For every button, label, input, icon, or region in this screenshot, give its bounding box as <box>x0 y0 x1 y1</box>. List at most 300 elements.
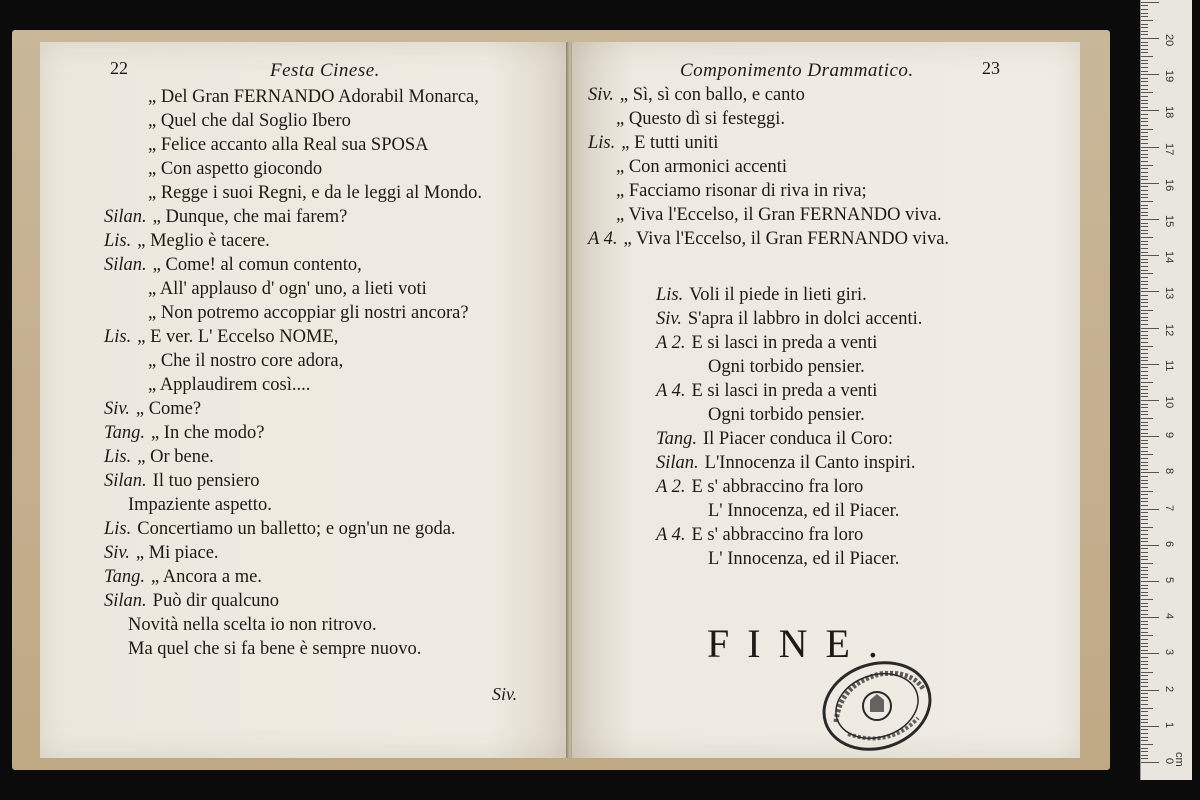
ruler-tick <box>1141 675 1148 676</box>
ruler-number: 4 <box>1163 613 1175 620</box>
ruler-tick <box>1141 693 1148 694</box>
ruler-tick <box>1141 291 1159 292</box>
line-text: „ All' applauso d' ogn' uno, a lieti voti <box>148 279 427 299</box>
line-text: Ogni torbido pensier. <box>708 357 865 377</box>
line-text: Ma quel che si fa bene è sempre nuovo. <box>128 639 422 659</box>
ruler-tick <box>1141 186 1148 187</box>
ruler-tick <box>1141 512 1148 513</box>
ruler-tick <box>1141 722 1148 723</box>
ruler-tick <box>1141 480 1148 481</box>
ruler-tick <box>1141 262 1148 263</box>
ruler-tick <box>1141 530 1148 531</box>
ruler-tick <box>1141 270 1148 271</box>
text-line <box>656 382 877 401</box>
ruler-tick <box>1141 183 1159 184</box>
line-text: L' Innocenza, ed il Piacer. <box>708 549 900 569</box>
ruler-tick <box>1141 451 1148 452</box>
line-text: „ In che modo? <box>150 423 265 443</box>
text-line <box>104 328 338 347</box>
ruler-tick <box>1141 462 1148 463</box>
text-line <box>588 230 949 249</box>
line-text: „ Ancora a me. <box>150 567 262 587</box>
line-text: „ Con armonici accenti <box>616 157 788 177</box>
speaker-label: Siv. <box>656 309 682 329</box>
ruler-tick <box>1141 281 1148 282</box>
ruler-tick <box>1141 266 1148 267</box>
speaker-label: Lis. <box>588 133 616 153</box>
ruler-number: 20 <box>1163 34 1175 47</box>
ruler-tick <box>1141 208 1148 209</box>
ruler-tick <box>1141 552 1148 553</box>
line-text: „ Come? <box>135 399 202 419</box>
text-line <box>616 110 785 129</box>
ruler-tick <box>1141 672 1153 673</box>
ruler-tick <box>1141 755 1148 756</box>
line-text: „ Facciamo risonar di riva in riva; <box>616 181 867 201</box>
ruler-tick <box>1141 346 1153 347</box>
ruler-tick <box>1141 465 1148 466</box>
ruler-tick <box>1141 367 1148 368</box>
ruler-number: 19 <box>1163 70 1175 83</box>
ruler-tick <box>1141 454 1153 455</box>
ruler-tick <box>1141 585 1148 586</box>
ruler-tick <box>1141 567 1148 568</box>
ruler-tick <box>1141 360 1148 361</box>
ruler-tick <box>1141 581 1159 582</box>
ruler-tick <box>1141 559 1148 560</box>
ruler-tick <box>1141 393 1148 394</box>
open-book <box>12 30 1110 770</box>
text-line <box>708 358 865 377</box>
line-text: „ Questo dì si festeggi. <box>616 109 786 129</box>
ruler-tick <box>1141 653 1159 654</box>
ruler-tick <box>1141 154 1148 155</box>
ruler-tick <box>1141 704 1148 705</box>
text-line <box>588 134 718 153</box>
ruler-tick <box>1141 103 1148 104</box>
ruler-tick <box>1141 574 1148 575</box>
fine-heading: FINE. <box>707 621 896 666</box>
text-line <box>656 310 922 329</box>
text-line <box>708 502 899 521</box>
line-text: Voli il piede in lieti giri. <box>689 285 867 305</box>
ruler-tick <box>1141 13 1148 14</box>
ruler-tick <box>1141 418 1153 419</box>
ruler-tick <box>1141 624 1148 625</box>
text-line <box>104 472 260 491</box>
ruler-tick <box>1141 96 1148 97</box>
ruler-tick <box>1141 737 1148 738</box>
ruler-tick <box>1141 715 1148 716</box>
speaker-label: Tang. <box>104 423 145 443</box>
ruler-tick <box>1141 748 1148 749</box>
ruler-tick <box>1141 436 1159 437</box>
ruler-tick <box>1141 118 1148 119</box>
ruler-tick <box>1141 523 1148 524</box>
page-number-right: 23 <box>982 58 1000 78</box>
ruler-tick <box>1141 690 1159 691</box>
ruler-tick <box>1141 646 1148 647</box>
text-line <box>104 232 270 251</box>
line-text: E si lasci in preda a venti <box>691 333 878 353</box>
ruler-tick <box>1141 132 1148 133</box>
ruler-number: 16 <box>1163 178 1175 192</box>
ruler-tick <box>1141 378 1148 379</box>
ruler-tick <box>1141 49 1148 50</box>
ruler-tick <box>1141 295 1148 296</box>
left-page <box>40 42 568 758</box>
line-text: „ Or bene. <box>137 447 214 467</box>
line-text: „ Felice accanto alla Real sua SPOSA <box>148 135 429 155</box>
speaker-label: A 4. <box>656 381 686 401</box>
library-stamp <box>820 660 934 752</box>
ruler-tick <box>1141 501 1148 502</box>
ruler-tick <box>1141 700 1148 701</box>
ruler-tick <box>1141 487 1148 488</box>
ruler-tick <box>1141 114 1148 115</box>
running-head-left: Festa Cinese. <box>270 60 380 81</box>
ruler-tick <box>1141 277 1148 278</box>
line-text: Il tuo pensiero <box>152 471 260 491</box>
text-line <box>148 304 469 323</box>
ruler-tick <box>1141 129 1153 130</box>
ruler-tick <box>1141 599 1153 600</box>
right-page <box>572 42 1080 758</box>
ruler-tick <box>1141 273 1153 274</box>
speaker-label: Siv. <box>104 543 130 563</box>
ruler-tick <box>1141 172 1148 173</box>
ruler-tick <box>1141 67 1148 68</box>
ruler-tick <box>1141 71 1148 72</box>
ruler-tick <box>1141 527 1153 528</box>
ruler-tick <box>1141 396 1148 397</box>
ruler-number: 12 <box>1163 323 1175 336</box>
ruler-tick <box>1141 150 1148 151</box>
ruler-number: 2 <box>1163 685 1175 692</box>
ruler-tick <box>1141 353 1148 354</box>
ruler-tick <box>1141 45 1148 46</box>
line-text: „ Che il nostro core adora, <box>148 351 344 371</box>
ruler-tick <box>1141 440 1148 441</box>
ruler-tick <box>1141 335 1148 336</box>
line-text: „ Sì, sì con ballo, e canto <box>619 85 805 105</box>
speaker-label: Lis. <box>104 327 132 347</box>
ruler-tick <box>1141 179 1148 180</box>
ruler-tick <box>1141 614 1148 615</box>
ruler-tick <box>1141 668 1148 669</box>
ruler-tick <box>1141 548 1148 549</box>
ruler-tick <box>1141 469 1148 470</box>
ruler-tick <box>1141 422 1148 423</box>
ruler-unit-label: cm <box>1173 752 1185 767</box>
ruler-tick <box>1141 686 1148 687</box>
speaker-label: Siv. <box>104 399 130 419</box>
text-line <box>656 478 863 497</box>
speaker-label: Lis. <box>656 285 684 305</box>
ruler-tick <box>1141 628 1148 629</box>
ruler-tick <box>1141 9 1148 10</box>
ruler-tick <box>1141 483 1148 484</box>
ruler-tick <box>1141 215 1148 216</box>
ruler-tick <box>1141 407 1148 408</box>
text-line <box>708 550 899 569</box>
catchword: Siv. <box>492 684 518 704</box>
ruler-tick <box>1141 306 1148 307</box>
ruler-tick <box>1141 726 1159 727</box>
ruler-tick <box>1141 679 1148 680</box>
ruler-tick <box>1141 744 1153 745</box>
text-line <box>104 448 214 467</box>
ruler-tick <box>1141 758 1148 759</box>
ruler-number: 6 <box>1163 540 1175 547</box>
ruler-tick <box>1141 425 1148 426</box>
ruler-tick <box>1141 386 1148 387</box>
ruler-tick <box>1141 190 1148 191</box>
ruler-number: 10 <box>1163 396 1175 409</box>
ruler-tick <box>1141 241 1148 242</box>
ruler-tick <box>1141 310 1153 311</box>
line-text: „ Del Gran FERNANDO Adorabil Monarca, <box>148 87 479 107</box>
text-line <box>616 206 942 225</box>
ruler-tick <box>1141 556 1148 557</box>
ruler-tick <box>1141 729 1148 730</box>
ruler-tick <box>1141 429 1148 430</box>
line-text: „ Con aspetto giocondo <box>148 159 323 179</box>
ruler-tick <box>1141 63 1148 64</box>
ruler-tick <box>1141 458 1148 459</box>
ruler-tick <box>1141 42 1148 43</box>
line-text: Può dir qualcuno <box>152 591 280 611</box>
speaker-label: Silan. <box>104 207 147 227</box>
ruler-tick <box>1141 31 1148 32</box>
speaker-label: Lis. <box>104 519 132 539</box>
text-line <box>148 376 310 395</box>
text-line <box>128 496 272 515</box>
ruler-tick <box>1141 447 1148 448</box>
ruler-tick <box>1141 165 1153 166</box>
ruler-tick <box>1141 248 1148 249</box>
line-text: „ E tutti uniti <box>621 133 719 153</box>
line-text: „ Dunque, che mai farem? <box>152 207 348 227</box>
ruler-tick <box>1141 320 1148 321</box>
ruler-tick <box>1141 27 1148 28</box>
ruler-tick <box>1141 639 1148 640</box>
line-text: „ Regge i suoi Regni, e da le leggi al Mondo. <box>148 183 482 203</box>
ruler-tick <box>1141 219 1159 220</box>
text-line <box>104 520 456 539</box>
ruler-tick <box>1141 509 1159 510</box>
ruler-tick <box>1141 595 1148 596</box>
ruler-tick <box>1141 643 1148 644</box>
ruler-tick <box>1141 751 1148 752</box>
ruler-tick <box>1141 606 1148 607</box>
ruler-tick <box>1141 313 1148 314</box>
ruler-tick <box>1141 364 1159 365</box>
ruler-tick <box>1141 632 1148 633</box>
line-text: „ Viva l'Eccelso, il Gran FERNANDO viva. <box>616 205 942 225</box>
speaker-label: Silan. <box>656 453 699 473</box>
speaker-label: Tang. <box>104 567 145 587</box>
ruler-number: 17 <box>1163 142 1175 155</box>
line-text: „ Come! al comun contento, <box>152 255 362 275</box>
ruler-tick <box>1141 317 1148 318</box>
page-number-left: 22 <box>110 58 128 78</box>
text-line <box>104 256 362 275</box>
line-text: Novità nella scelta io non ritrovo. <box>128 615 377 635</box>
ruler-tick <box>1141 139 1148 140</box>
ruler-tick <box>1141 538 1148 539</box>
ruler-tick <box>1141 125 1148 126</box>
text-line <box>148 184 482 203</box>
ruler-tick <box>1141 472 1159 473</box>
ruler-tick <box>1141 570 1148 571</box>
ruler-tick <box>1141 78 1148 79</box>
ruler-number: 8 <box>1163 468 1175 475</box>
ruler-tick <box>1141 733 1148 734</box>
line-text: E s' abbraccino fra loro <box>691 477 864 497</box>
text-line <box>148 112 351 131</box>
ruler-tick <box>1141 143 1148 144</box>
text-line <box>104 568 262 587</box>
ruler-tick <box>1141 121 1148 122</box>
ruler-tick <box>1141 24 1148 25</box>
text-line <box>104 424 265 443</box>
ruler-tick <box>1141 194 1148 195</box>
ruler-number: 9 <box>1163 432 1175 439</box>
ruler-tick <box>1141 38 1159 39</box>
speaker-label: Silan. <box>104 255 147 275</box>
ruler-tick <box>1141 299 1148 300</box>
ruler-tick <box>1141 324 1148 325</box>
ruler-tick <box>1141 81 1148 82</box>
ruler-tick <box>1141 657 1148 658</box>
ruler-tick <box>1141 476 1148 477</box>
ruler-tick <box>1141 682 1148 683</box>
line-text: E s' abbraccino fra loro <box>691 525 864 545</box>
ruler-tick <box>1141 661 1148 662</box>
ruler-tick <box>1141 52 1148 53</box>
line-text: L' Innocenza, ed il Piacer. <box>708 501 900 521</box>
ruler-tick <box>1141 708 1153 709</box>
line-text: S'apra il labbro in dolci accenti. <box>687 309 923 329</box>
speaker-label: Silan. <box>104 471 147 491</box>
text-line <box>104 592 279 611</box>
ruler-tick <box>1141 519 1148 520</box>
ruler-tick <box>1141 201 1153 202</box>
line-text: „ Applaudirem così.... <box>148 375 311 395</box>
ruler-tick <box>1141 577 1148 578</box>
speaker-label: Lis. <box>104 231 132 251</box>
line-text: Impaziente aspetto. <box>128 495 272 515</box>
ruler-tick <box>1141 342 1148 343</box>
ruler-tick <box>1141 443 1148 444</box>
ruler-tick <box>1141 205 1148 206</box>
ruler-tick <box>1141 563 1153 564</box>
ruler-number: 3 <box>1163 649 1175 656</box>
ruler-tick <box>1141 516 1148 517</box>
ruler-tick <box>1141 357 1148 358</box>
text-line <box>588 86 805 105</box>
text-line <box>104 544 219 563</box>
line-text: „ Non potremo accoppiar gli nostri ancora? <box>148 303 469 323</box>
ruler-number: 11 <box>1163 359 1175 372</box>
ruler-number: 14 <box>1163 251 1175 264</box>
text-line <box>656 454 916 473</box>
line-text: Concertiamo un balletto; e ogn'un ne goda. <box>137 519 456 539</box>
line-text: „ E ver. L' Eccelso NOME, <box>137 327 339 347</box>
ruler-tick <box>1141 349 1148 350</box>
ruler-tick <box>1141 635 1153 636</box>
text-line <box>148 88 479 107</box>
text-line <box>148 160 322 179</box>
ruler-tick <box>1141 603 1148 604</box>
speaker-label: Tang. <box>656 429 697 449</box>
ruler-tick <box>1141 588 1148 589</box>
ruler-tick <box>1141 302 1148 303</box>
speaker-label: Lis. <box>104 447 132 467</box>
ruler-tick <box>1141 610 1148 611</box>
text-line <box>656 334 877 353</box>
text-line <box>104 400 201 419</box>
text-line <box>104 208 347 227</box>
ruler-tick <box>1141 288 1148 289</box>
ruler-tick <box>1141 541 1148 542</box>
ruler-number: 15 <box>1163 215 1175 228</box>
ruler-tick <box>1141 252 1148 253</box>
ruler-tick <box>1141 338 1148 339</box>
ruler-tick <box>1141 161 1148 162</box>
speaker-label: A 2. <box>656 477 686 497</box>
ruler-tick <box>1141 491 1153 492</box>
text-line <box>148 280 427 299</box>
ruler-tick <box>1141 328 1159 329</box>
line-text: Il Piacer conduca il Coro: <box>702 429 894 449</box>
ruler-tick <box>1141 664 1148 665</box>
ruler-tick <box>1141 230 1148 231</box>
ruler-tick <box>1141 56 1153 57</box>
text-line <box>128 640 421 659</box>
text-line <box>656 526 863 545</box>
ruler-tick <box>1141 92 1153 93</box>
ruler-tick <box>1141 414 1148 415</box>
speaker-label: A 4. <box>656 525 686 545</box>
ruler-tick <box>1141 371 1148 372</box>
ruler-tick <box>1141 212 1148 213</box>
ruler-number: 13 <box>1163 287 1175 300</box>
ruler-tick <box>1141 237 1153 238</box>
line-text: „ Meglio è tacere. <box>137 231 270 251</box>
ruler-number: 7 <box>1163 504 1175 511</box>
line-text: L'Innocenza il Canto inspiri. <box>704 453 916 473</box>
text-line <box>148 352 343 371</box>
line-text: „ Viva l'Eccelso, il Gran FERNANDO viva. <box>623 229 950 249</box>
line-text: „ Mi piace. <box>135 543 219 563</box>
ruler-tick <box>1141 74 1159 75</box>
ruler-tick <box>1141 107 1148 108</box>
ruler-tick <box>1141 762 1159 763</box>
ruler-tick <box>1141 534 1148 535</box>
ruler-tick <box>1141 284 1148 285</box>
ruler-tick <box>1141 34 1148 35</box>
ruler-tick <box>1141 494 1148 495</box>
ruler-tick <box>1141 617 1159 618</box>
speaker-label: Siv. <box>588 85 614 105</box>
ruler-tick <box>1141 233 1148 234</box>
ruler-tick <box>1141 650 1148 651</box>
ruler-tick <box>1141 404 1148 405</box>
ruler-tick <box>1141 85 1148 86</box>
text-line <box>656 286 867 305</box>
